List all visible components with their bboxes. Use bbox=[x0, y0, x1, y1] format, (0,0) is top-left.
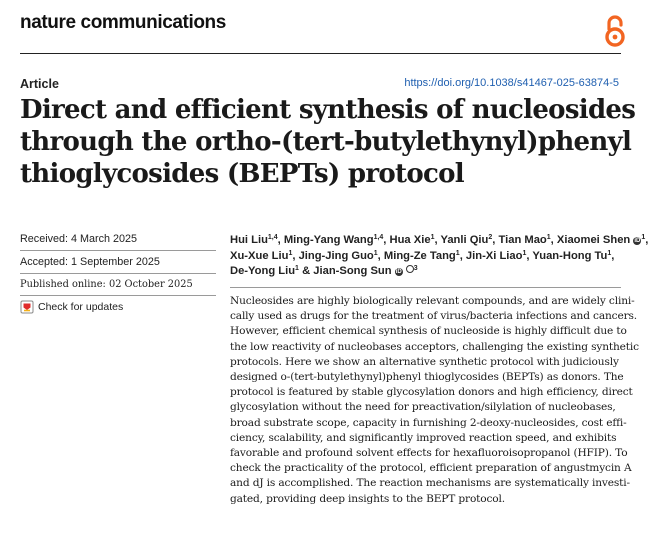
author-name[interactable]: Tian Mao bbox=[498, 234, 547, 246]
divider bbox=[20, 250, 216, 251]
affiliation-sup: 1 bbox=[288, 249, 293, 257]
abstract bbox=[230, 294, 639, 507]
divider bbox=[20, 295, 216, 296]
affiliation-sup: 1 bbox=[455, 249, 460, 257]
author-line: Hui Liu$^{1,4}$, Ming-Yang Wang$^{1,4}$, Hua Xie$^1$, Yanli Qiu$^2$, Tian Mao$^1$, Xiaomei Shen $iD^1$ bbox=[230, 234, 646, 246]
author-name[interactable]: Xu-Xue Liu bbox=[230, 249, 289, 262]
affiliation-sup: 1,4 bbox=[267, 234, 278, 241]
check-for-updates-label: Check for updates bbox=[38, 301, 124, 313]
divider bbox=[20, 273, 216, 274]
affiliation-sup: 2 bbox=[488, 234, 493, 241]
abstract-line: broad substrate scope, capacity in furnishing 2-deoxy-nucleosides, cost effi- bbox=[230, 416, 627, 429]
abstract-line: Nucleosides are highly biologically relevant compounds, and are widely clini- bbox=[230, 295, 635, 307]
email-icon[interactable] bbox=[406, 265, 414, 273]
author-name[interactable]: Hui Liu bbox=[230, 234, 268, 246]
received-date: Received: 4 March 2025 bbox=[20, 233, 138, 245]
title-line: Direct and efficient synthesis of nucleosides bbox=[20, 95, 636, 125]
journal-title: nature communications bbox=[20, 12, 226, 33]
open-access-icon bbox=[602, 14, 628, 48]
orcid-icon[interactable]: iD bbox=[395, 269, 402, 275]
abstract-line: the low reactivity of nucleobases acceptors, challenging the existing synthetic bbox=[230, 340, 639, 353]
author-name[interactable]: Hua Xie bbox=[389, 234, 431, 246]
abstract-divider bbox=[230, 287, 621, 288]
published-date: Published online: 02 October 2025 bbox=[20, 279, 193, 290]
title-line: through the ortho-(tert-butylethynyl)phenyl bbox=[20, 127, 632, 157]
abstract-line: protocols. Here we show an alternative synthetic protocol with judiciously bbox=[230, 355, 619, 368]
affiliation-sup: 1,4 bbox=[373, 234, 384, 241]
affiliation-sup: 1 bbox=[373, 249, 378, 257]
accepted-date: Accepted: 1 September 2025 bbox=[20, 256, 160, 268]
affiliation-sup: 1 bbox=[641, 234, 646, 241]
orcid-icon[interactable]: iD bbox=[634, 238, 641, 244]
affiliation-sup: 1 bbox=[546, 234, 551, 241]
author-name[interactable]: Jing-Jing Guo bbox=[298, 249, 374, 262]
article-title bbox=[20, 94, 636, 190]
doi-link[interactable]: https://doi.org/10.1038/s41467-025-63874-5 bbox=[404, 77, 619, 89]
author-name[interactable]: Yuan-Hong Tu bbox=[532, 249, 608, 262]
author-conjunction: & bbox=[302, 265, 311, 277]
check-for-updates-button[interactable] bbox=[20, 299, 123, 315]
article-type: Article bbox=[20, 77, 59, 91]
title-line: thioglycosides (BEPTs) protocol bbox=[20, 159, 464, 189]
abstract-line: glycosylation without the need for preactivation/silylation of nucleobases, bbox=[230, 401, 616, 414]
abstract-line: cally used as drugs for the treatment of virus/bacteria infections and cancers. bbox=[230, 310, 637, 323]
affiliation-sup: 1 bbox=[522, 249, 527, 257]
author-list bbox=[230, 233, 646, 280]
abstract-line: protocol is featured by stable glycosylation donors and high efficiency, direct bbox=[230, 386, 633, 399]
author-name[interactable]: Ming-Yang Wang bbox=[283, 234, 374, 246]
abstract-line: However, efficient chemical synthesis of nucleoside is highly difficult due to bbox=[230, 325, 627, 338]
affiliation-sup: 1 bbox=[430, 234, 435, 241]
author-name[interactable]: De-Yong Liu bbox=[230, 265, 296, 277]
author-name[interactable]: Jin-Xi Liao bbox=[465, 249, 523, 262]
abstract-line: check the practicality of the protocol, efficient preparation of angustmycin A bbox=[230, 462, 632, 475]
header-divider bbox=[20, 53, 621, 54]
abstract-line: and dJ is accomplished. The reaction mechanisms are systematically investi- bbox=[230, 477, 630, 490]
abstract-line: ciency, scalability, and significantly improved reaction speed, and exhibits bbox=[230, 431, 617, 444]
affiliation-sup: 3 bbox=[413, 265, 418, 272]
abstract-line: gated, providing deep insights to the BEPT protocol. bbox=[230, 492, 505, 505]
check-for-updates-icon bbox=[20, 300, 34, 314]
author-line bbox=[230, 264, 634, 280]
author-name[interactable]: Xiaomei Shen bbox=[556, 234, 631, 246]
affiliation-sup: 1 bbox=[607, 249, 612, 257]
abstract-line: favorable and profound solvent effects for hexafluoroisopropanol (HFIP). To bbox=[230, 447, 628, 460]
author-line: Xu-Xue Liu$^1$, Jing-Jing Guo$^1$, Ming-Ze Tang$^1$, Jin-Xi Liao$^1$, Yuan-Hong Tu$^1$, bbox=[230, 249, 615, 262]
author-name[interactable]: Ming-Ze Tang bbox=[383, 249, 456, 262]
abstract-line: designed o-(tert-butylethynyl)phenyl thioglycosides (BEPTs) as donors. The bbox=[230, 371, 624, 384]
affiliation-sup: 1 bbox=[295, 265, 299, 272]
author-name[interactable]: Jian-Song Sun bbox=[313, 265, 392, 277]
author-name[interactable]: Yanli Qiu bbox=[440, 234, 489, 246]
